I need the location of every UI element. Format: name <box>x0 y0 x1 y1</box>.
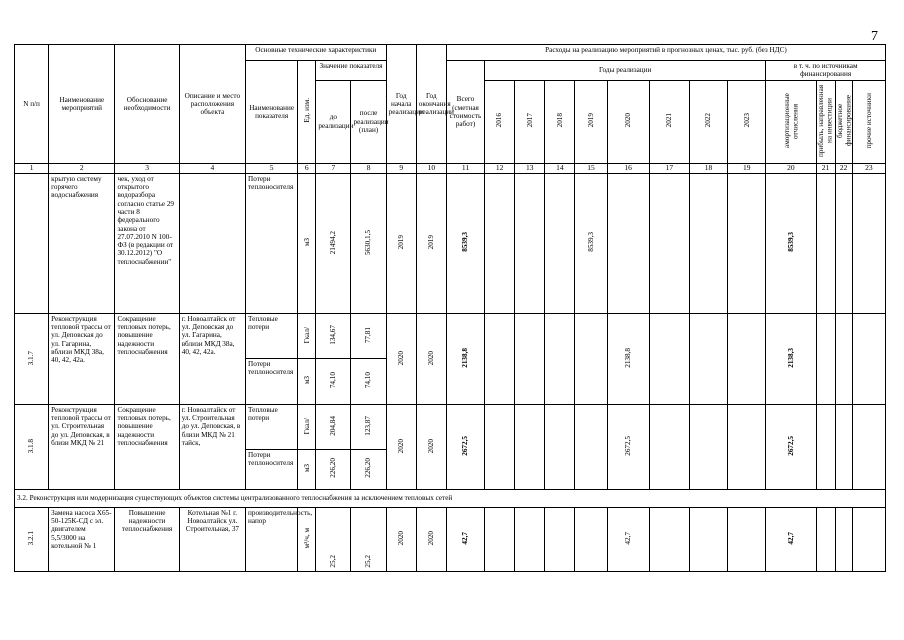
header-src-amort: амортизационные отчисления <box>766 80 816 163</box>
total-cost: 42,7 <box>446 507 484 571</box>
empty-cell <box>575 313 607 404</box>
empty-cell <box>545 313 575 404</box>
measure-description: Котельная №1 г. Новоалтайск ул. Строительная, 37 <box>179 507 245 571</box>
value-before: 204,84 <box>316 404 351 449</box>
value-before: 25,2 <box>316 507 351 571</box>
table-row <box>15 313 886 358</box>
indicator-name: Тепловые потери <box>246 313 298 358</box>
unit: м³/ч, м <box>298 507 316 571</box>
empty-cell <box>835 173 852 313</box>
empty-cell <box>728 404 766 489</box>
unit: Гкал/ <box>298 313 316 358</box>
unit: м3 <box>298 358 316 404</box>
empty-cell <box>852 173 885 313</box>
unit: м3 <box>298 449 316 489</box>
col-number: 10 <box>416 163 446 173</box>
empty-cell <box>545 173 575 313</box>
header-src-other: прочие источники <box>852 80 885 163</box>
header-src-budget: бюджетное финансирование <box>835 80 852 163</box>
row-number: 3.1.8 <box>15 404 49 489</box>
cost-2020: 2672,5 <box>607 404 649 489</box>
value-before: 21494,2 <box>316 173 351 313</box>
cost-2020: 2138,8 <box>607 313 649 404</box>
col-number: 15 <box>575 163 607 173</box>
empty-cell <box>575 507 607 571</box>
row-number: 3.2.1 <box>15 507 49 571</box>
col-number: 4 <box>179 163 245 173</box>
col-number: 9 <box>386 163 416 173</box>
header-year-2019: 2019 <box>575 80 607 163</box>
header-year-2016: 2016 <box>485 80 515 163</box>
value-after: 74,10 <box>351 358 386 404</box>
year-end: 2019 <box>416 173 446 313</box>
empty-cell <box>835 313 852 404</box>
cost-2019: 8539,3 <box>575 173 607 313</box>
col-number: 18 <box>689 163 727 173</box>
header-num: N п/п <box>15 45 49 164</box>
value-after: 226,20 <box>351 449 386 489</box>
measure-name: Замена насоса Х65-50-125К-СД с эл. двигателем 5,5/3000 на котельной № 1 <box>49 507 115 571</box>
header-year-2018: 2018 <box>545 80 575 163</box>
empty-cell <box>816 507 835 571</box>
empty-cell <box>689 313 727 404</box>
measure-name: крытую систему горячего водоснабжения <box>49 173 115 313</box>
measure-basis: Сокращение тепловых потерь, повышение надежности теплоснабжения <box>115 313 179 404</box>
empty-cell <box>515 507 545 571</box>
header-expenses-group: Расходы на реализацию мероприятий в прогнозных ценах, тыс. руб. (без НДС) <box>446 45 885 61</box>
header-tech-group: Основные технические характеристики <box>246 45 387 61</box>
header-name: Наименование мероприятий <box>49 45 115 164</box>
header-year-2022: 2022 <box>689 80 727 163</box>
measure-description: г. Новоалтайск от ул. Строительная до ул. Деповская, в близи МКД № 21 тайск, <box>179 404 245 489</box>
empty-cell <box>515 313 545 404</box>
empty-cell <box>835 404 852 489</box>
header-year-2023: 2023 <box>728 80 766 163</box>
empty-cell <box>485 404 515 489</box>
header-src-profit: прибыль, направленная на инвестиции <box>816 80 835 163</box>
empty-cell <box>835 507 852 571</box>
empty-cell <box>689 173 727 313</box>
header-indicator: Наименование показателя <box>246 61 298 164</box>
measure-description <box>179 173 245 313</box>
amortization: 2138,3 <box>766 313 816 404</box>
header-year-start: Год начала реализации <box>386 45 416 164</box>
header-year-2021: 2021 <box>649 80 689 163</box>
empty-cell <box>649 173 689 313</box>
col-number: 23 <box>852 163 885 173</box>
year-start: 2019 <box>386 173 416 313</box>
unit: м3 <box>298 173 316 313</box>
value-before: 134,67 <box>316 313 351 358</box>
empty-cell <box>575 404 607 489</box>
empty-cell <box>485 173 515 313</box>
col-number: 1 <box>15 163 49 173</box>
empty-cell <box>607 173 649 313</box>
col-number: 12 <box>485 163 515 173</box>
empty-cell <box>816 404 835 489</box>
col-number: 22 <box>835 163 852 173</box>
header-years-group: Годы реализации <box>485 61 766 81</box>
header-value-group: Значение показателя <box>316 61 386 81</box>
empty-cell <box>852 313 885 404</box>
col-number: 8 <box>351 163 386 173</box>
header-after: после реализации (план) <box>351 80 386 163</box>
indicator-name: Потери теплоносителя <box>246 449 298 489</box>
measure-basis: Сокращение тепловых потерь, повышение надежности теплоснабжения <box>115 404 179 489</box>
empty-cell <box>852 404 885 489</box>
year-start: 2020 <box>386 313 416 404</box>
measure-description: г. Новоалтайск от ул. Деповская до ул. Гагарина, вблизи МКД 38а, 40, 42, 42а. <box>179 313 245 404</box>
total-cost: 2672,5 <box>446 404 484 489</box>
total-cost: 8539,3 <box>446 173 484 313</box>
header-year-2020: 2020 <box>607 80 649 163</box>
measure-name: Реконструкция тепловой трассы от ул. Строительная до ул. Деповская, в близи МКД № 21 <box>49 404 115 489</box>
total-cost: 2138,8 <box>446 313 484 404</box>
col-number: 6 <box>298 163 316 173</box>
col-number: 16 <box>607 163 649 173</box>
empty-cell <box>545 404 575 489</box>
empty-cell <box>728 173 766 313</box>
col-number: 17 <box>649 163 689 173</box>
table-row <box>15 507 886 571</box>
value-after: 5630,1,5 <box>351 173 386 313</box>
col-number: 3 <box>115 163 179 173</box>
header-description: Описание и место расположения объекта <box>179 45 245 164</box>
col-number: 5 <box>246 163 298 173</box>
value-after: 77,81 <box>351 313 386 358</box>
value-before: 226,20 <box>316 449 351 489</box>
empty-cell <box>852 507 885 571</box>
value-before: 74,10 <box>316 358 351 404</box>
empty-cell <box>485 507 515 571</box>
table-row <box>15 173 886 313</box>
unit: Гкал/ <box>298 404 316 449</box>
header-total: Всего (сметная стоимость работ) <box>446 61 484 164</box>
empty-cell <box>485 313 515 404</box>
indicator-name: производительность, напор <box>246 507 298 571</box>
col-number: 13 <box>515 163 545 173</box>
measure-basis: Повышение надежности теплоснабжения <box>115 507 179 571</box>
header-unit: Ед. изм. <box>298 61 316 164</box>
col-number: 7 <box>316 163 351 173</box>
header-sources-group: в т. ч. по источникам финансирования <box>766 61 886 81</box>
header-year-2017: 2017 <box>515 80 545 163</box>
col-number: 11 <box>446 163 484 173</box>
empty-cell <box>728 313 766 404</box>
year-end: 2020 <box>416 404 446 489</box>
cost-2020: 42,7 <box>607 507 649 571</box>
year-start: 2020 <box>386 507 416 571</box>
empty-cell <box>515 404 545 489</box>
row-number: 3.1.7 <box>15 313 49 404</box>
empty-cell <box>728 507 766 571</box>
measure-name: Реконструкция тепловой трассы от ул. Деповская до ул. Гагарина, вблизи МКД 38а, 40, 42, 42а. <box>49 313 115 404</box>
empty-cell <box>689 404 727 489</box>
empty-cell <box>816 173 835 313</box>
col-number: 20 <box>766 163 816 173</box>
row-number <box>15 173 49 313</box>
table-row <box>15 404 886 449</box>
amortization: 42,7 <box>766 507 816 571</box>
empty-cell <box>649 507 689 571</box>
empty-cell <box>649 404 689 489</box>
year-end: 2020 <box>416 313 446 404</box>
header-before: до реализации <box>316 80 351 163</box>
indicator-name: Потери теплоносителя <box>246 173 298 313</box>
page-number: 7 <box>871 29 878 44</box>
empty-cell <box>689 507 727 571</box>
value-after: 123,87 <box>351 404 386 449</box>
year-end: 2020 <box>416 507 446 571</box>
amortization: 8539,3 <box>766 173 816 313</box>
indicator-name: Тепловые потери <box>246 404 298 449</box>
col-number: 2 <box>49 163 115 173</box>
indicator-name: Потери теплоносителя <box>246 358 298 404</box>
section-title: 3.2. Реконструкция или модернизация существующих объектов системы централизованного теплоснабжения за исключением тепловых сетей <box>15 489 886 507</box>
header-year-end: Год окончания реализации <box>416 45 446 164</box>
empty-cell <box>545 507 575 571</box>
col-number: 19 <box>728 163 766 173</box>
empty-cell <box>816 313 835 404</box>
col-number: 14 <box>545 163 575 173</box>
empty-cell <box>649 313 689 404</box>
empty-cell <box>515 173 545 313</box>
value-after: 25,2 <box>351 507 386 571</box>
investment-table <box>14 44 886 572</box>
col-number: 21 <box>816 163 835 173</box>
amortization: 2672,5 <box>766 404 816 489</box>
year-start: 2020 <box>386 404 416 489</box>
measure-basis: чек, уход от открытого водоразбора согласно статье 29 части 8 федерального закона от 27.07.2010 N 100-ФЗ (в редакции от 30.12.2012) "О теплоснабжении" <box>115 173 179 313</box>
section-row <box>15 489 886 507</box>
header-basis: Обоснование необходимости <box>115 45 179 164</box>
column-numbers-row <box>15 163 886 173</box>
